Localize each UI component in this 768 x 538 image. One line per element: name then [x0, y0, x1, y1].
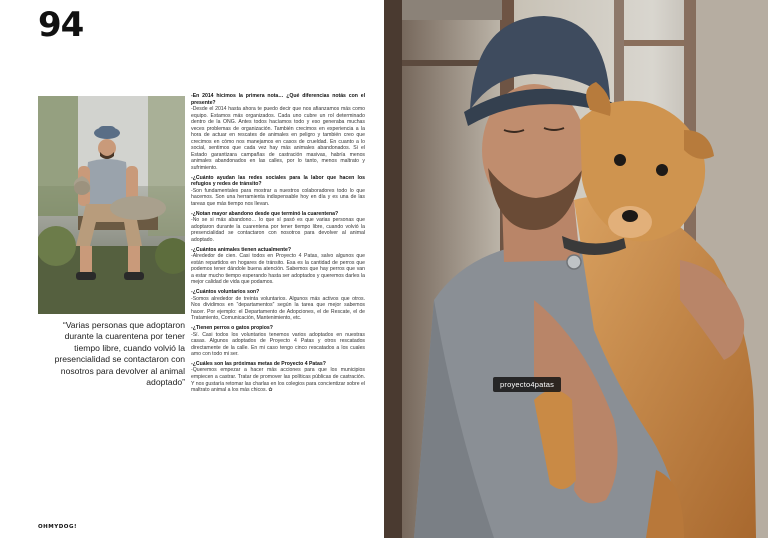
- answer: -Desde el 2014 hasta ahora te puedo decir que nos afianzamos más como equipo. Estamos más organizados. Cada uno cubre un rol determinado dentro de la ONG. Antes todos hacíamos todo y eso generaba muchas veces problemas de organización. También crecimos en experiencia a la hora de actuar en rescates de animales en peligro y también creo que crecimos en cómo nos manejamos en casos de crueldad. En cuanto a lo social, sentimos que cada vez hay más animales abandonados. Si el Estado garantizara campañas de castración masivas, habría menos animales abandonados en las calles, por lo tanto, menos maltrato y sufrimiento.: [191, 106, 365, 172]
- instagram-handle-label: proyecto4patas: [493, 377, 561, 392]
- question: -¿Cuánto ayudan las redes sociales para la labor que hacen los refugios y redes de tránsito?: [191, 174, 365, 188]
- question: -¿Cuántos voluntarios son?: [191, 289, 260, 296]
- answer: -Somos alrededor de treinta voluntarios. Algunos más activos que otros. Nos dividimos en “departamentos” según la tarea que mejor sabemos hacer. Por ejemplo: el Departamento de Adopciones, el de Rescate, el de Tratamiento, Comunicación, Mantenimiento, etc.: [191, 295, 365, 322]
- question: -¿Notan mayor abandono desde que terminó la cuarentena?: [191, 210, 339, 217]
- question: -En 2014 hicimos la primera nota… ¿Qué diferencias notás con el presente?: [191, 93, 365, 106]
- question: -¿Cuántos animales tienen actualmente?: [191, 246, 291, 253]
- qa-block: [191, 289, 365, 322]
- answer: -No se si más abandono… lo que sí pasó es que varias personas que adoptaron durante la cuarentena por tener tiempo libre, cuando volvió la presencialidad se contactaron con nosotros para devolver al animal adoptado.: [191, 217, 365, 243]
- qa-block: [191, 325, 365, 358]
- right-page-photo: [384, 0, 768, 538]
- answer: -Queremos empezar a hacer más acciones para que los municipios empiecen a castrar. Tratar de promover las políticas públicas de castración. Y nos gustaría retomar las charlas en los colegios para concientizar sobre el maltrato animal a los más chicos. ✿: [191, 367, 365, 394]
- pull-quote: “Varias personas que adoptaron durante la cuarentena por tener tiempo libre, cuando volvió la presencialidad se contactaron con nosotros para devolver al animal adoptado”: [54, 320, 185, 388]
- man-hugging-dog-illustration: [384, 0, 768, 538]
- interview-text: [191, 93, 365, 397]
- answer: -Son fundamentales para mostrar a nuestros colaboradores todo lo que hacemos. Son una herramienta indispensable hoy en día y es una de las tareas que más tiempo nos llevan.: [191, 187, 365, 207]
- qa-block: [191, 175, 365, 208]
- man-with-dog-photo: [38, 96, 185, 314]
- qa-block: [191, 211, 365, 244]
- answer: -Sí. Casi todos los voluntarios tenemos varios adoptados en nuestras casas. Algunos adoptados de Proyecto 4 Patas y otros rescatados directamente de la calle. En mi caso tengo cinco rescatados a los cuales amo con todo mi ser.: [191, 331, 365, 358]
- question: -¿Cuáles son las próximas metas de Proyecto 4 Patas?: [191, 360, 326, 367]
- qa-block: [191, 93, 365, 172]
- page-number: 94: [38, 5, 84, 45]
- question: -¿Tienen perros o gatos propios?: [191, 324, 273, 331]
- magazine-logo: OHMYDOG!: [38, 524, 77, 530]
- qa-block: [191, 247, 365, 286]
- qa-block: [191, 361, 365, 394]
- answer: -Alrededor de cien. Casi todos en Proyecto 4 Patas, salvo algunos que están repartidos en hogares de tránsito. Esa es la cantidad de perros que podemos tener dándole buena atención. Sabemos que hay perros que van a estar mucho tiempo esperando hasta ser adoptados y queremos darles la mejor calidad de vida que podamos.: [191, 253, 365, 286]
- man-with-dog-illustration: [38, 96, 185, 314]
